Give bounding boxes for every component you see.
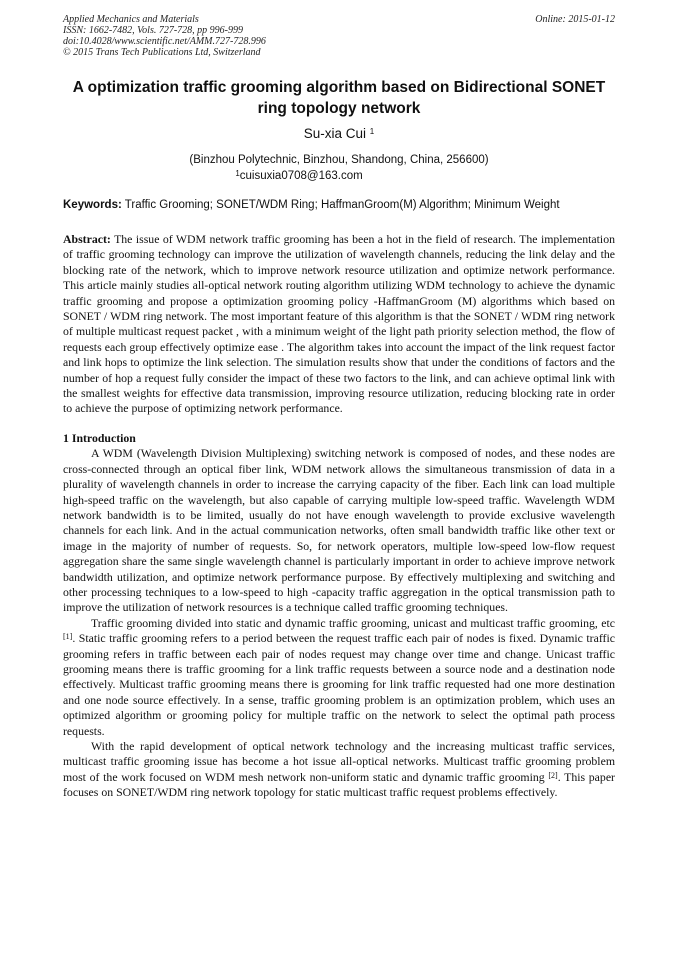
intro-p3-text-a: With the rapid development of optical network technology and the increasing multicast traffic services, multicast traffic grooming issue has become a hot issue all-optical networks. Multicast traffic grooming problem most of the work focused on WDM mesh network non-uniform static and dynamic traffic grooming [63, 739, 615, 784]
email-address: cuisuxia0708@163.com [239, 170, 363, 182]
intro-paragraph-2 [63, 616, 615, 739]
citation-2[interactable]: [2] [548, 770, 558, 780]
citation-1[interactable]: [1] [63, 632, 73, 642]
abstract [63, 232, 615, 417]
author-name: Su-xia Cui [303, 126, 367, 141]
author-line [63, 125, 615, 143]
keywords-text: Traffic Grooming; SONET/WDM Ring; HaffmanGroom(M) Algorithm; Minimum Weight [124, 199, 560, 211]
section-heading-introduction: 1 Introduction [63, 430, 136, 445]
copyright-line: © 2015 Trans Tech Publications Ltd, Switzerland [63, 47, 261, 58]
doi-line: doi:10.4028/www.scientific.net/AMM.727-728.996 [63, 36, 266, 47]
keywords [63, 197, 615, 213]
abstract-label: Abstract: [63, 232, 111, 246]
intro-paragraph-3 [63, 739, 615, 801]
online-date: Online: 2015-01-12 [535, 14, 615, 25]
journal-name: Applied Mechanics and Materials [63, 14, 199, 25]
intro-p3-text-b: . This paper focuses on SONET/WDM ring network topology for static multicast traffic request problems effectively. [63, 769, 615, 800]
intro-paragraph-1: A WDM (Wavelength Division Multiplexing) switching network is composed of nodes, and these nodes are cross-connected through an optical fiber link, WDM network allows the simultaneous transmission of data in a plurality of wavelength channels in order to increase the carrying capacity of the fiber. Each link can load multiple high-speed traffic on the wavelength, but also capable of carrying multiple low-speed traffic. Wavelength WDM network bandwidth is to be limited, usually do not have enough wavelength to provide exclusive wavelength channels for each link. And in the actual communication networks, often small bandwidth traffic like other text or image in the majority of number of requests. So, for network operators, multiple low-speed low-flow request aggregation share the same single wavelength channel is particularly important in order to achieve improve network bandwidth utilization, and optimize network performance purpose. By effectively multiplexing and switching and other processing techniques to a low-speed to high -capacity traffic aggregation in the optical transmission path to improve the utilization of network resources is a technique called traffic grooming techniques. [63, 446, 615, 615]
journal-header [63, 14, 615, 58]
paper-page [63, 14, 615, 801]
intro-p2-text-b: . Static traffic grooming refers to a period between the request traffic each pair of nodes is fixed. Dynamic traffic grooming refers in traffic between each pair of nodes request may change over time and change. Unicast traffic grooming means there is traffic grooming for a link traffic requests between a source node and a destination node effectively. Multicast traffic grooming means there is grooming for link traffic requested had one more destination and one node source effectively. In a sense, traffic grooming problem is an optimization problem, which uses an optimized algorithm or grooming policy for multiple traffic on the network to select the optimal path process requests. [63, 631, 615, 738]
email-line [0, 168, 615, 184]
author-superscript: 1 [369, 127, 375, 136]
abstract-text: The issue of WDM network traffic grooming has been a hot in the field of research. The implementation of traffic grooming technology can improve the utilization of wavelength channels, reducing the link delay and the blocking rate of the network, which to improve network resource utilization and optimize network performance. This article mainly studies all-optical network routing algorithm utilizing WDM technology to achieve the dynamic traffic grooming and propose a optimization grooming policy -HaffmanGroom (M) algorithms which based on SONET / WDM ring network. The most important feature of this algorithm is that the SONET / WDM ring network of multiple multicast request packet , with a minimum weight of the light path priority selection method, the flow of requests each group effectively optimize ease . The algorithm takes into account the impact of the link request factor and link hops to optimize the link selection. The simulation results show that under the conditions of factors and the number of hop a request fully consider the impact of these two factors to the link, and can achieve optimal link with the smallest weights for effective data transmission, improving resource utilization, reducing blocking rate in order to achieve the purpose of optimizing network performance. [63, 232, 615, 416]
email-superscript: 1 [235, 169, 240, 178]
paper-title: A optimization traffic grooming algorithm based on Bidirectional SONET ring topology network [72, 79, 606, 117]
keywords-label: Keywords: [63, 199, 122, 211]
issn-line: ISSN: 1662-7482, Vols. 727-728, pp 996-999 [63, 25, 243, 36]
intro-p2-text-a: Traffic grooming divided into static and dynamic traffic grooming, unicast and multicast traffic grooming, etc [91, 615, 615, 630]
affiliation: (Binzhou Polytechnic, Binzhou, Shandong, China, 256600) [189, 154, 489, 166]
